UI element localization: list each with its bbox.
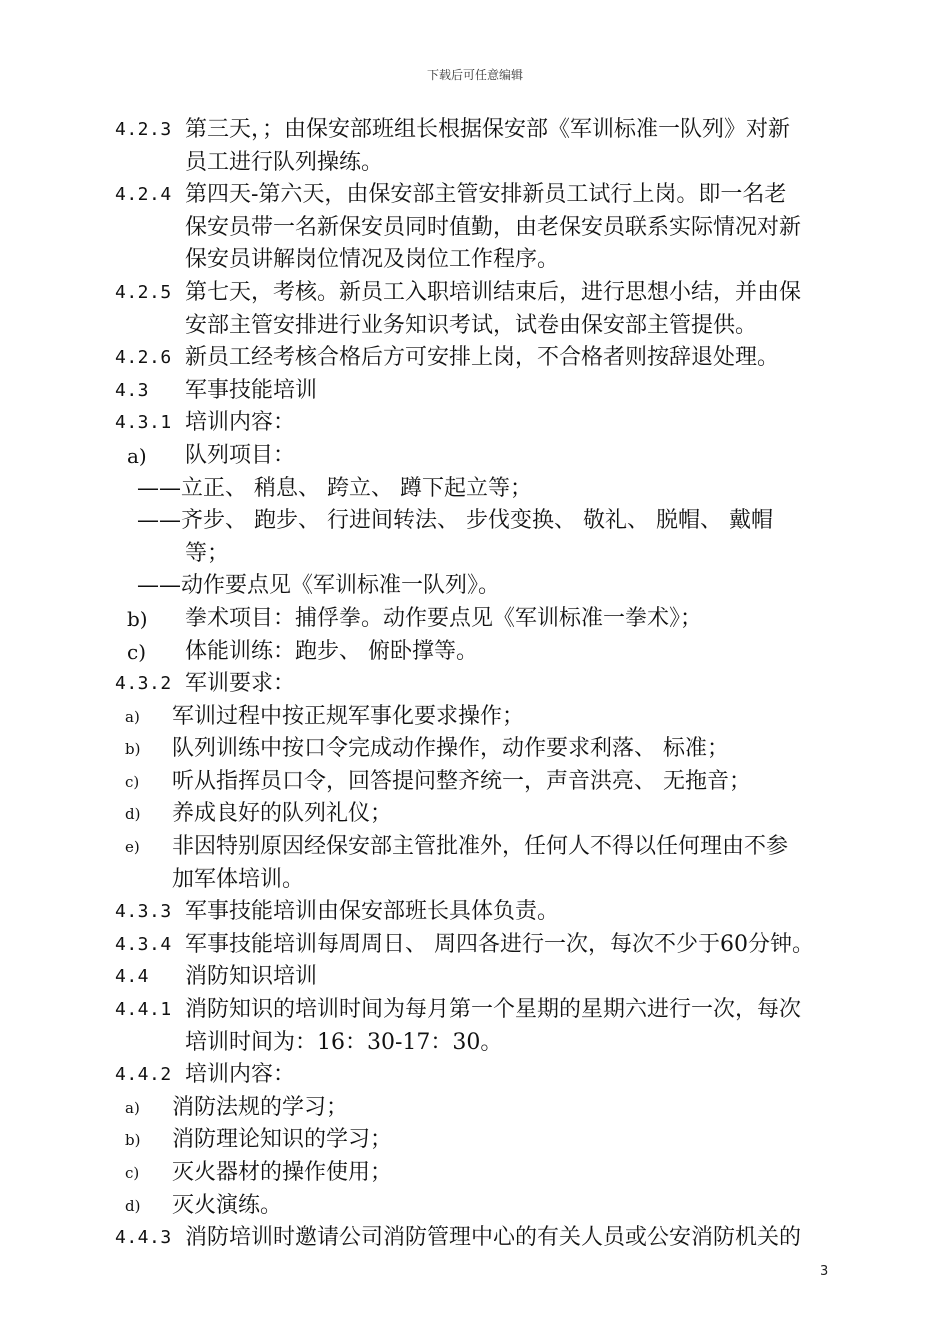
- item-label: a): [125, 1098, 140, 1117]
- section-number: 4.3.1: [115, 412, 172, 434]
- dash-item-text: ——动作要点见《军训标准一队列》。: [137, 573, 501, 599]
- text-line: [115, 994, 840, 1027]
- text-line: [115, 147, 840, 180]
- text-line: [115, 701, 840, 734]
- item-text: 体能训练：跑步、 俯卧撑等。: [185, 638, 478, 664]
- section-text: 军训要求：: [185, 671, 296, 697]
- section-text: 新员工经考核合格后方可安排上岗，不合格者则按辞退处理。: [185, 345, 780, 371]
- text-line: [115, 831, 840, 864]
- item-label: e): [125, 838, 140, 857]
- continuation-text: 等；: [185, 540, 230, 566]
- text-line: [115, 1059, 840, 1092]
- text-line: [115, 407, 840, 440]
- text-line: [115, 636, 840, 669]
- section-text: 消防知识培训: [185, 964, 318, 990]
- dash-item-text: ——立正、 稍息、 跨立、 蹲下起立等；: [137, 475, 532, 501]
- item-label: c): [125, 1164, 140, 1182]
- section-number: 4.4: [115, 966, 150, 988]
- section-number: 4.3.3: [115, 901, 172, 923]
- section-number: 4.2.6: [115, 347, 172, 369]
- item-label: a): [127, 443, 147, 468]
- item-text: 消防理论知识的学习；: [172, 1127, 393, 1153]
- item-text: 养成良好的队列礼仪；: [172, 801, 393, 827]
- text-line: [115, 896, 840, 929]
- item-label: b): [125, 1131, 141, 1150]
- continuation-text: 保安员带一名新保安员同时值勤，由老保安员联系实际情况对新: [185, 214, 802, 240]
- section-number: 4.2.3: [115, 119, 172, 140]
- item-text: 拳术项目：捕俘拳。动作要点见《军训标准一拳术》；: [185, 605, 703, 631]
- item-text: 队列训练中按口令完成动作操作，动作要求利落、 标准；: [172, 736, 729, 762]
- item-text: 队列项目：: [185, 442, 296, 468]
- section-text: 培训内容：: [185, 1062, 296, 1088]
- text-line: [115, 798, 840, 831]
- section-number: 4.4.3: [115, 1227, 172, 1249]
- text-line: [115, 538, 840, 571]
- item-text: 消防法规的学习；: [172, 1094, 349, 1120]
- continuation-text: 安部主管安排进行业务知识考试，试卷由保安部主管提供。: [185, 312, 758, 338]
- text-line: [115, 1124, 840, 1157]
- continuation-text: 员工进行队列操练。: [185, 149, 384, 175]
- section-text: 军事技能培训: [185, 377, 318, 403]
- text-line: [115, 114, 840, 147]
- item-label: b): [127, 606, 148, 631]
- text-line: [115, 603, 840, 636]
- dash-item-text: ——齐步、 跑步、 行进间转法、 步伐变换、 敬礼、 脱帽、 戴帽: [137, 508, 773, 534]
- page-header: 下载后可任意编辑: [426, 68, 523, 82]
- item-text: 灭火演练。: [172, 1192, 283, 1218]
- section-number: 4.4.2: [115, 1064, 172, 1086]
- section-number: 4.3.4: [115, 933, 172, 955]
- text-line: [115, 733, 840, 766]
- text-line: [115, 505, 840, 538]
- text-line: [115, 440, 840, 473]
- text-line: [115, 375, 840, 408]
- item-label: b): [125, 740, 141, 759]
- text-line: [115, 864, 840, 897]
- text-line: [115, 1027, 840, 1060]
- text-line: [115, 1222, 840, 1255]
- text-line: [115, 1190, 840, 1223]
- text-line: [115, 929, 840, 962]
- continuation-text: 培训时间为：16：30-17：30。: [185, 1029, 503, 1055]
- item-text: 听从指挥员口令，回答提问整齐统一，声音洪亮、 无拖音；: [172, 768, 751, 794]
- section-number: 4.4.1: [115, 999, 172, 1021]
- text-line: [115, 961, 840, 994]
- text-line: [115, 212, 840, 245]
- section-text: 消防培训时邀请公司消防管理中心的有关人员或公安消防机关的: [185, 1225, 802, 1251]
- text-line: [115, 668, 840, 701]
- text-line: [115, 342, 840, 375]
- text-line: [115, 179, 840, 212]
- section-number: 4.2.4: [115, 184, 172, 206]
- item-text: 非因特别原因经保安部主管批准外，任何人不得以任何理由不参: [172, 834, 789, 860]
- item-label: a): [125, 707, 140, 726]
- text-line: [115, 1092, 840, 1125]
- document-body: [115, 114, 840, 1255]
- item-text: 灭火器材的操作使用；: [172, 1160, 393, 1185]
- text-line: [115, 473, 840, 506]
- section-text: 第七天，考核。新员工入职培训结束后，进行思想小结，并由保: [185, 279, 802, 305]
- section-text: 培训内容：: [185, 410, 296, 436]
- text-line: [115, 244, 840, 277]
- text-line: [115, 1157, 840, 1190]
- section-number: 4.2.5: [115, 281, 172, 303]
- text-line: [115, 277, 840, 310]
- section-number: 4.3: [115, 379, 150, 401]
- continuation-text: 保安员讲解岗位情况及岗位工作程序。: [185, 247, 560, 273]
- item-label: c): [125, 772, 140, 791]
- section-text: 军事技能培训每周周日、 周四各进行一次，每次不少于60分钟。: [185, 931, 814, 957]
- section-text: 消防知识的培训时间为每月第一个星期的星期六进行一次，每次: [185, 997, 802, 1023]
- section-text: 第三天，；由保安部班组长根据保安部《军训标准一队列》对新: [185, 117, 791, 142]
- item-label: d): [125, 805, 141, 824]
- text-line: [115, 310, 840, 343]
- item-text: 军训过程中按正规军事化要求操作；: [172, 703, 525, 729]
- text-line: [115, 570, 840, 603]
- text-line: [115, 766, 840, 799]
- page-number: 3: [820, 1264, 829, 1279]
- section-text: 军事技能培训由保安部班长具体负责。: [185, 899, 560, 925]
- item-label: d): [125, 1196, 141, 1215]
- section-number: 4.3.2: [115, 673, 172, 695]
- section-text: 第四天-第六天，由保安部主管安排新员工试行上岗。即一名老: [185, 182, 787, 208]
- continuation-text: 加军体培训。: [172, 866, 305, 892]
- item-label: c): [127, 639, 147, 664]
